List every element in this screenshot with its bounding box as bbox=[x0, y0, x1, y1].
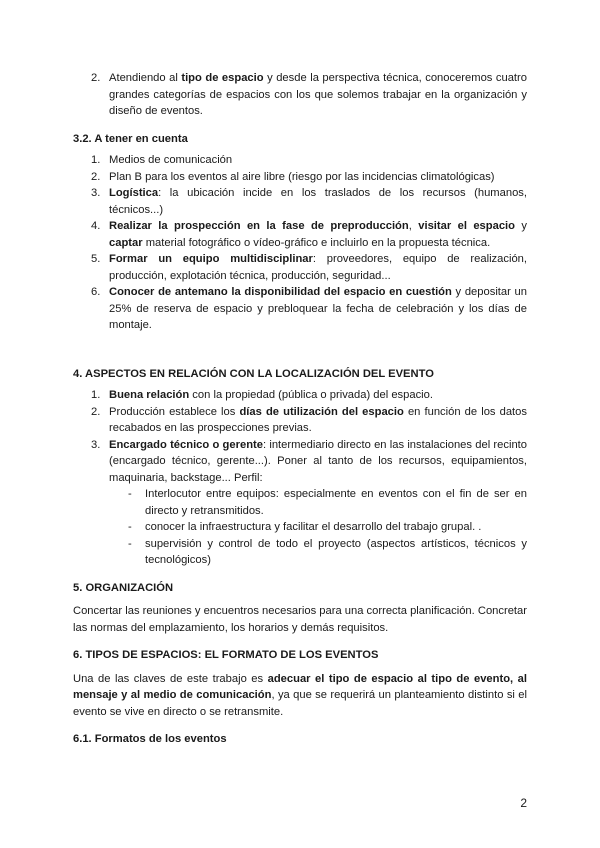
list-item: 4. Realizar la prospección en la fase de preproducción, visitar el espacio y captar material fotográfico o vídeo-gráfico e incluirlo en la propuesta técnica. bbox=[91, 220, 527, 249]
section-6-body: Una de las claves de este trabajo es adecuar el tipo de espacio al tipo de evento, al mensaje y al medio de comunicación, ya que se requerirá un planteamiento distinto si el evento se vive en directo o se retransmite. bbox=[73, 672, 527, 718]
list-item: 1. Medios de comunicación bbox=[91, 154, 233, 166]
page-number: 2 bbox=[520, 796, 527, 810]
dash-list-item: - conocer la infraestructura y facilitar el desarrollo del trabajo grupal. . bbox=[128, 521, 482, 533]
section-heading-6-1: 6.1. Formatos de los eventos bbox=[73, 733, 227, 745]
list-item: 5. Formar un equipo multidisciplinar: proveedores, equipo de realización, producción, explotación técnica, producción, seguridad... bbox=[91, 253, 527, 282]
section-heading-4: 4. ASPECTOS EN RELACIÓN CON LA LOCALIZACIÓN DEL EVENTO bbox=[73, 367, 434, 380]
dash-list-item: - supervisión y control de todo el proyecto (aspectos artísticos, técnicos y tecnológicos) bbox=[128, 537, 527, 566]
document-page bbox=[73, 70, 527, 748]
dash-list-item: - Interlocutor entre equipos: especialmente en eventos con el fin de ser en directo y retransmitidos. bbox=[128, 488, 527, 517]
list-item: 2. Atendiendo al tipo de espacio y desde la perspectiva técnica, conoceremos cuatro grandes categorías de espacios con los que solemos trabajar en la organización y diseño de eventos. bbox=[91, 72, 527, 117]
list-4 bbox=[73, 387, 527, 569]
list-item: 6. Conocer de antemano la disponibilidad del espacio en cuestión y depositar un 25% de reserva de espacio y prebloquear la fecha de celebración y los días de montaje. bbox=[91, 286, 527, 331]
list-item: 2. Plan B para los eventos al aire libre (riesgo por las incidencias climatológicas) bbox=[91, 170, 495, 183]
list-item: 1. Buena relación con la propiedad (pública o privada) del espacio. bbox=[91, 389, 433, 401]
list-3-2 bbox=[73, 152, 527, 334]
list-item: 3. Encargado técnico o gerente: intermediario directo en las instalaciones del recinto (encargado técnico, gerente...). Poner al tanto de los recursos, equipamientos, maquinaria, backstage... Perfil: bbox=[91, 438, 528, 484]
section-5-body: Concertar las reuniones y encuentros necesarios para una correcta planificación. Concretar las normas del emplazamiento, los horarios y demás requisitos. bbox=[73, 605, 527, 634]
section-heading-3-2: 3.2. A tener en cuenta bbox=[73, 132, 188, 145]
list-item: 2. Producción establece los días de utilización del espacio en función de los datos recabados en las prospecciones previas. bbox=[91, 405, 527, 434]
section-heading-6: 6. TIPOS DE ESPACIOS: EL FORMATO DE LOS EVENTOS bbox=[73, 649, 379, 661]
list-item: 3. Logística: la ubicación incide en los traslados de los recursos (humanos, técnicos...) bbox=[91, 187, 527, 216]
section-heading-5: 5. ORGANIZACIÓN bbox=[73, 581, 174, 594]
